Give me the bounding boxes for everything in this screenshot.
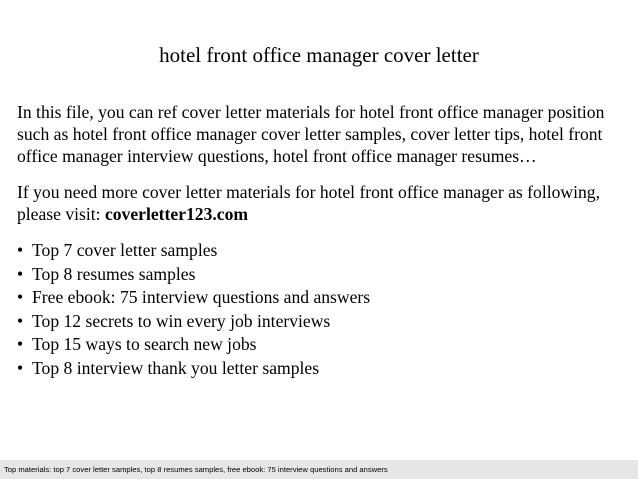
list-item-label: Free ebook: 75 interview questions and answers (32, 287, 371, 307)
list-item-label: Top 8 resumes samples (32, 263, 196, 284)
letter-body (17, 101, 617, 380)
bullet-icon: • (17, 240, 24, 260)
intro-line: In this file, you can ref cover letter materials for hotel front office manager position (17, 102, 605, 122)
list-item (17, 239, 617, 263)
list-item-label: Top 12 secrets to win every job interviews (32, 310, 331, 331)
list-item-label: Top 15 ways to search new jobs (32, 334, 257, 354)
list-item-label: Top 8 interview thank you letter samples (32, 357, 320, 378)
list-item-label: Top 7 cover letter samples (32, 240, 218, 260)
intro-line: such as hotel front office manager cover letter samples, cover letter tips, hotel front (17, 124, 603, 144)
intro-line: office manager interview questions, hotel front office manager resumes… (17, 146, 537, 166)
bullet-icon: • (17, 334, 24, 354)
bullet-icon: • (17, 357, 24, 378)
list-item (17, 286, 617, 310)
visit-line-2 (17, 203, 617, 225)
intro-paragraph (17, 101, 617, 167)
list-item (17, 333, 617, 357)
materials-list (17, 239, 617, 380)
bullet-icon: • (17, 310, 24, 331)
list-item (17, 357, 617, 381)
list-item (17, 310, 617, 334)
visit-prefix: please visit: (17, 204, 105, 224)
website-link[interactable]: coverletter123.com (104, 204, 249, 224)
bullet-icon: • (17, 263, 24, 284)
footer-bar: Top materials: top 7 cover letter samples, top 8 resumes samples, free ebook: 75 interview questions and answers (0, 460, 638, 479)
visit-line: If you need more cover letter materials for hotel front office manager as following, (17, 182, 600, 202)
list-item (17, 263, 617, 287)
visit-paragraph (17, 181, 617, 225)
page-title: hotel front office manager cover letter (159, 43, 479, 67)
bullet-icon: • (17, 287, 24, 307)
